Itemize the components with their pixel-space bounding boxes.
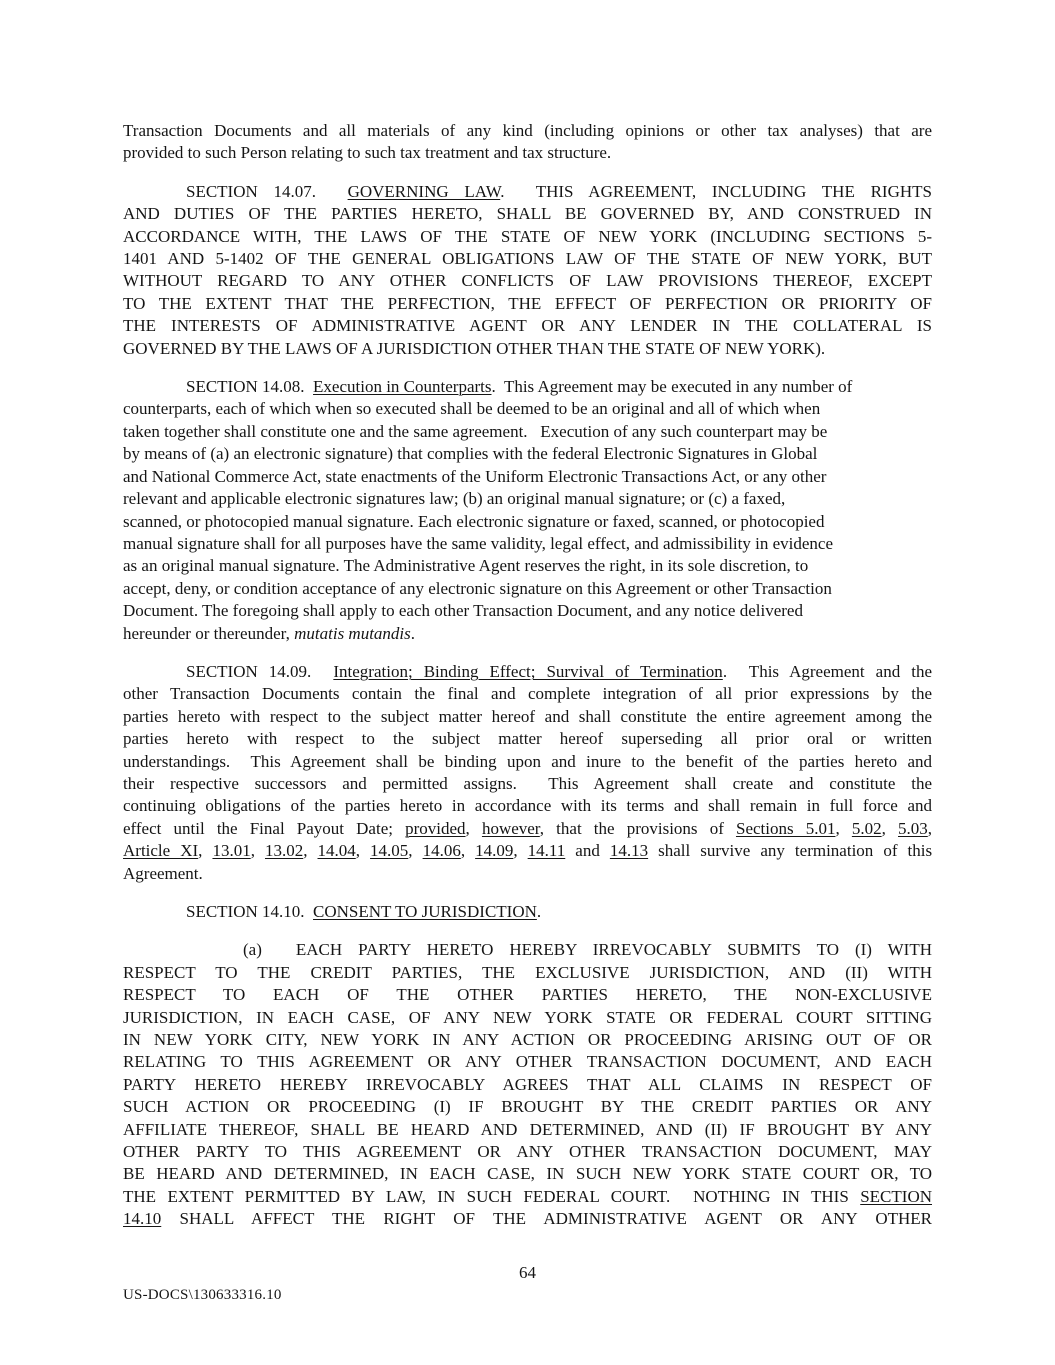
text-run: parties hereto with respect to the subject matter hereof and shall constitute the entire agreement among the (123, 706, 932, 726)
text-run: Agreement. (123, 863, 203, 883)
text-run: , (927, 818, 933, 838)
text-line (123, 962, 932, 984)
text-run: , (881, 818, 899, 838)
text-run: . THIS AGREEMENT, INCLUDING THE RIGHTS (500, 181, 932, 201)
text-run: AFFILIATE THEREOF, SHALL BE HEARD AND DETERMINED, AND (II) IF BROUGHT BY ANY (123, 1119, 932, 1139)
text-line (123, 376, 932, 398)
text-run: provided (405, 818, 466, 838)
text-run: (a) (243, 940, 262, 960)
text-line (123, 181, 932, 203)
text-run: SECTION (860, 1186, 932, 1206)
text-run: THE INTERESTS OF ADMINISTRATIVE AGENT OR ANY LENDER IN THE COLLATERAL IS (123, 316, 932, 336)
text-run: IN NEW YORK CITY, NEW YORK IN ANY ACTION OR PROCEEDING ARISING OUT OF OR (123, 1030, 932, 1050)
text-run: shall survive any termination of this (648, 841, 933, 861)
text-run: EACH PARTY HERETO HEREBY IRREVOCABLY SUBMITS TO (I) WITH (295, 940, 932, 960)
text-run: and (565, 841, 610, 861)
text-run: RELATING TO THIS AGREEMENT OR ANY OTHER TRANSACTION DOCUMENT, AND EACH (123, 1052, 932, 1072)
text-line (123, 1119, 932, 1141)
text-run: OTHER PARTY TO THIS AGREEMENT OR ANY OTHER TRANSACTION DOCUMENT, MAY (123, 1142, 932, 1162)
text-run: SECTION 14.07. (186, 181, 348, 201)
text-run: ACCORDANCE WITH, THE LAWS OF THE STATE OF NEW YORK (INCLUDING SECTIONS 5- (123, 226, 932, 246)
text-run: . This Agreement and the (722, 661, 932, 681)
text-run: 14.11 (527, 841, 566, 861)
paragraph-section-14-08-execution-in-counterparts (123, 376, 932, 645)
text-run: BE HEARD AND DETERMINED, IN EACH CASE, IN SUCH NEW YORK STATE COURT OR, TO (123, 1164, 932, 1184)
text-run: SUCH ACTION OR PROCEEDING (I) IF BROUGHT BY THE CREDIT PARTIES OR ANY (123, 1097, 932, 1117)
text-line (123, 511, 932, 533)
text-line (123, 555, 932, 577)
text-line (123, 226, 932, 248)
text-line (123, 1186, 932, 1208)
text-run: SECTION 14.09. (186, 661, 334, 681)
text-run: SECTION 14.08. (186, 377, 314, 397)
text-line (123, 840, 932, 862)
text-run: 14.06 (422, 841, 461, 861)
text-run: CONSENT TO JURISDICTION (313, 902, 537, 921)
paragraph-continuation (123, 120, 932, 165)
footer-doc-id: US-DOCS\130633316.10 (123, 1287, 282, 1303)
text-run: their respective successors and permitted assigns. This Agreement shall create and constitute the (123, 773, 932, 793)
text-line (123, 818, 932, 840)
text-run: , (465, 818, 482, 838)
paragraph-section-14-10-a (123, 939, 932, 1230)
text-run: SECTION 14.10. (186, 902, 314, 921)
text-run: 5.02 (851, 818, 882, 838)
text-line (123, 466, 932, 488)
document-body (123, 120, 932, 1231)
text-run: scanned, or photocopied manual signature. Each electronic signature or faxed, scanned, or photocopied (123, 511, 825, 531)
text-run: Transaction Documents and all materials of any kind (including opinions or other tax analyses) that are (123, 121, 932, 140)
text-run: GOVERNING LAW (347, 181, 501, 201)
text-line (123, 1007, 932, 1029)
tab-spacer (262, 954, 296, 955)
text-line (123, 751, 932, 773)
text-line (123, 863, 932, 885)
text-line (123, 270, 932, 292)
text-line (123, 1208, 932, 1230)
text-run: . This Agreement may be executed in any number of (491, 377, 853, 397)
text-run: taken together shall constitute one and the same agreement. Execution of any such counterpart may be (123, 421, 828, 441)
text-run: as an original manual signature. The Administrative Agent reserves the right, in its sole discretion, to (123, 556, 809, 576)
text-run: WITHOUT REGARD TO ANY OTHER CONFLICTS OF LAW PROVISIONS THEREOF, EXCEPT (123, 271, 932, 291)
paragraph-section-14-09-integration-binding-effect (123, 661, 932, 885)
text-line (123, 120, 932, 142)
text-line (123, 1051, 932, 1073)
text-line (123, 600, 932, 622)
text-run: TO THE EXTENT THAT THE PERFECTION, THE EFFECT OF PERFECTION OR PRIORITY OF (123, 293, 932, 313)
text-run: counterparts, each of which when so executed shall be deemed to be an original and all of which when (123, 399, 821, 419)
text-line (123, 623, 932, 645)
page-number: 64 (519, 1263, 536, 1282)
text-run: , (835, 818, 852, 838)
text-run: 13.01 (212, 841, 251, 861)
text-line (123, 293, 932, 315)
text-line (123, 661, 932, 683)
text-line (123, 984, 932, 1006)
text-run: mutatis mutandis (294, 623, 411, 643)
text-run: Sections 5.01 (735, 818, 836, 838)
text-run: 13.02 (264, 841, 304, 861)
text-run: 5.03 (898, 818, 928, 838)
text-line (123, 315, 932, 337)
text-run: , (513, 841, 528, 861)
text-line (123, 1074, 932, 1096)
text-line (123, 939, 932, 961)
text-run: . (536, 902, 542, 921)
text-run: 14.09 (475, 841, 514, 861)
text-run: RESPECT TO THE CREDIT PARTIES, THE EXCLUSIVE JURISDICTION, AND (II) WITH (123, 962, 932, 982)
text-run: manual signature shall for all purposes have the same validity, legal effect, and admissibility in evidence (123, 533, 834, 553)
text-run: hereunder or thereunder, (123, 623, 295, 643)
text-run: effect until the Final Payout Date; (123, 818, 406, 838)
text-run: 14.10 (123, 1209, 162, 1229)
text-line (123, 578, 932, 600)
text-run: JURISDICTION, IN EACH CASE, OF ANY NEW YORK STATE OR FEDERAL COURT SITTING (123, 1007, 932, 1027)
text-run: provided to such Person relating to such tax treatment and tax structure. (123, 143, 612, 163)
text-line (123, 203, 932, 225)
text-run: understandings. This Agreement shall be binding upon and inure to the benefit of the parties hereto and (123, 751, 932, 771)
text-run: Article XI (123, 841, 199, 861)
text-run: AND DUTIES OF THE PARTIES HERETO, SHALL BE GOVERNED BY, AND CONSTRUED IN (123, 204, 932, 224)
text-run: by means of (a) an electronic signature) that complies with the federal Electronic Signatures in Global (123, 444, 818, 464)
text-line (123, 901, 932, 923)
text-run: parties hereto with respect to the subject matter hereof superseding all prior oral or written (123, 729, 932, 749)
text-run: , that the provisions of (539, 818, 736, 838)
text-line (123, 795, 932, 817)
text-line (123, 533, 932, 555)
text-run: Integration; Binding Effect; Survival of Termination (333, 661, 723, 681)
text-line (123, 421, 932, 443)
text-line (123, 398, 932, 420)
text-line (123, 683, 932, 705)
text-run: other Transaction Documents contain the final and complete integration of all prior expressions by the (123, 684, 932, 704)
text-line (123, 728, 932, 750)
paragraph-section-14-10-heading (123, 901, 932, 923)
text-run: and National Commerce Act, state enactments of the Uniform Electronic Transactions Act, or any other (123, 466, 827, 486)
text-line (123, 443, 932, 465)
text-run: 14.04 (317, 841, 356, 861)
text-run: Document. The foregoing shall apply to each other Transaction Document, and any notice delivered (123, 601, 803, 621)
text-run: however (481, 818, 540, 838)
text-line (123, 1029, 932, 1051)
text-line (123, 1163, 932, 1185)
text-run: , (460, 841, 476, 861)
text-run: relevant and applicable electronic signatures law; (b) an original manual signature; or (c) a faxed, (123, 489, 786, 509)
text-line (123, 1096, 932, 1118)
text-run: , (198, 841, 213, 861)
text-run: . (410, 623, 416, 643)
text-line (123, 1141, 932, 1163)
text-line (123, 488, 932, 510)
text-run: THE EXTENT PERMITTED BY LAW, IN SUCH FEDERAL COURT. NOTHING IN THIS (123, 1186, 861, 1206)
text-run: 14.05 (370, 841, 409, 861)
text-run: , (303, 841, 318, 861)
text-line (123, 142, 932, 164)
paragraph-section-14-07-governing-law (123, 181, 932, 360)
text-run: , (250, 841, 265, 861)
text-run: , (355, 841, 371, 861)
text-run: RESPECT TO EACH OF THE OTHER PARTIES HERETO, THE NON-EXCLUSIVE (123, 985, 932, 1005)
text-line (123, 248, 932, 270)
text-line (123, 706, 932, 728)
text-line (123, 338, 932, 360)
text-run: GOVERNED BY THE LAWS OF A JURISDICTION OTHER THAN THE STATE OF NEW YORK). (123, 338, 826, 358)
text-run: 1401 AND 5-1402 OF THE GENERAL OBLIGATIONS LAW OF THE STATE OF NEW YORK, BUT (123, 249, 932, 269)
text-run: continuing obligations of the parties hereto in accordance with its terms and shall remain in full force and (123, 796, 932, 816)
text-run: SHALL AFFECT THE RIGHT OF THE ADMINISTRATIVE AGENT OR ANY OTHER (161, 1209, 932, 1229)
text-run: Execution in Counterparts (313, 377, 492, 397)
text-run: , (408, 841, 423, 861)
text-run: accept, deny, or condition acceptance of any electronic signature on this Agreement or other Transaction (123, 578, 832, 598)
text-line (123, 773, 932, 795)
text-run: 14.13 (609, 841, 649, 861)
text-run: PARTY HERETO HEREBY IRREVOCABLY AGREES THAT ALL CLAIMS IN RESPECT OF (123, 1074, 932, 1094)
